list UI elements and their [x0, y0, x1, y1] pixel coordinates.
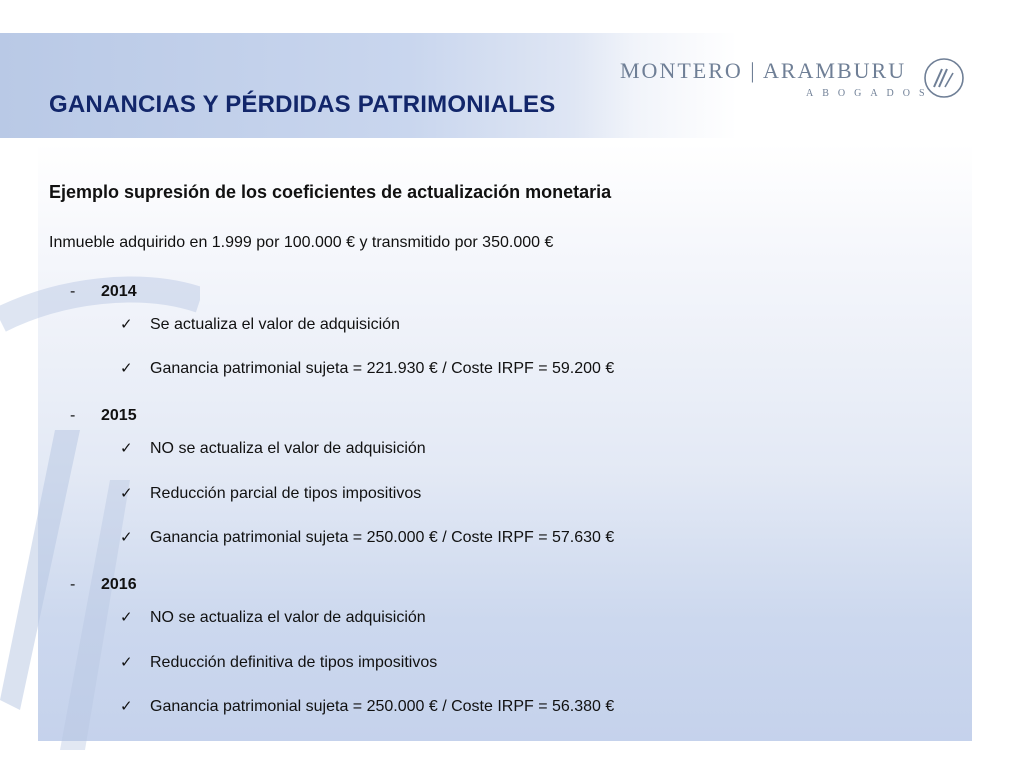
checkmark-icon: ✓: [120, 360, 133, 377]
list-item-text: NO se actualiza el valor de adquisición: [150, 609, 426, 626]
list-item-text: Se actualiza el valor de adquisición: [150, 316, 400, 333]
year-heading-2016: [70, 576, 137, 594]
list-item-text: Ganancia patrimonial sujeta = 221.930 € / Coste IRPF = 59.200 €: [150, 360, 615, 377]
checkmark-icon: ✓: [120, 609, 133, 626]
list-item: [120, 484, 421, 503]
intro-text: Inmueble adquirido en 1.999 por 100.000 € y transmitido por 350.000 €: [49, 234, 554, 251]
dash-marker: -: [70, 407, 76, 424]
year-heading-2015: [70, 407, 137, 425]
list-item: [120, 439, 426, 458]
checkmark-icon: ✓: [120, 440, 133, 457]
checkmark-icon: ✓: [120, 485, 133, 502]
checkmark-icon: ✓: [120, 316, 133, 333]
year-label: 2015: [101, 407, 137, 424]
logo-subtitle: ABOGADOS: [806, 88, 934, 99]
list-item: [120, 359, 614, 378]
logo-name: MONTERO | ARAMBURU: [620, 58, 907, 83]
dash-marker: -: [70, 576, 76, 593]
list-item: [120, 315, 400, 334]
list-item-text: Reducción definitiva de tipos impositivos: [150, 654, 438, 671]
page-title: GANANCIAS Y PÉRDIDAS PATRIMONIALES: [49, 91, 556, 118]
dash-marker: -: [70, 283, 76, 300]
section-subtitle: Ejemplo supresión de los coeficientes de actualización monetaria: [49, 182, 612, 202]
company-logo: [620, 56, 970, 106]
year-label: 2016: [101, 576, 137, 593]
year-heading-2014: [70, 283, 137, 301]
list-item-text: NO se actualiza el valor de adquisición: [150, 440, 426, 457]
list-item: [120, 608, 426, 627]
year-label: 2014: [101, 283, 137, 300]
list-item: [120, 528, 614, 547]
list-item: [120, 653, 437, 672]
list-item-text: Reducción parcial de tipos impositivos: [150, 485, 422, 502]
logo-emblem-icon: [922, 56, 966, 100]
list-item-text: Ganancia patrimonial sujeta = 250.000 € / Coste IRPF = 57.630 €: [150, 529, 615, 546]
list-item-text: Ganancia patrimonial sujeta = 250.000 € / Coste IRPF = 56.380 €: [150, 698, 615, 715]
list-item: [120, 697, 614, 716]
checkmark-icon: ✓: [120, 654, 133, 671]
checkmark-icon: ✓: [120, 529, 133, 546]
checkmark-icon: ✓: [120, 698, 133, 715]
